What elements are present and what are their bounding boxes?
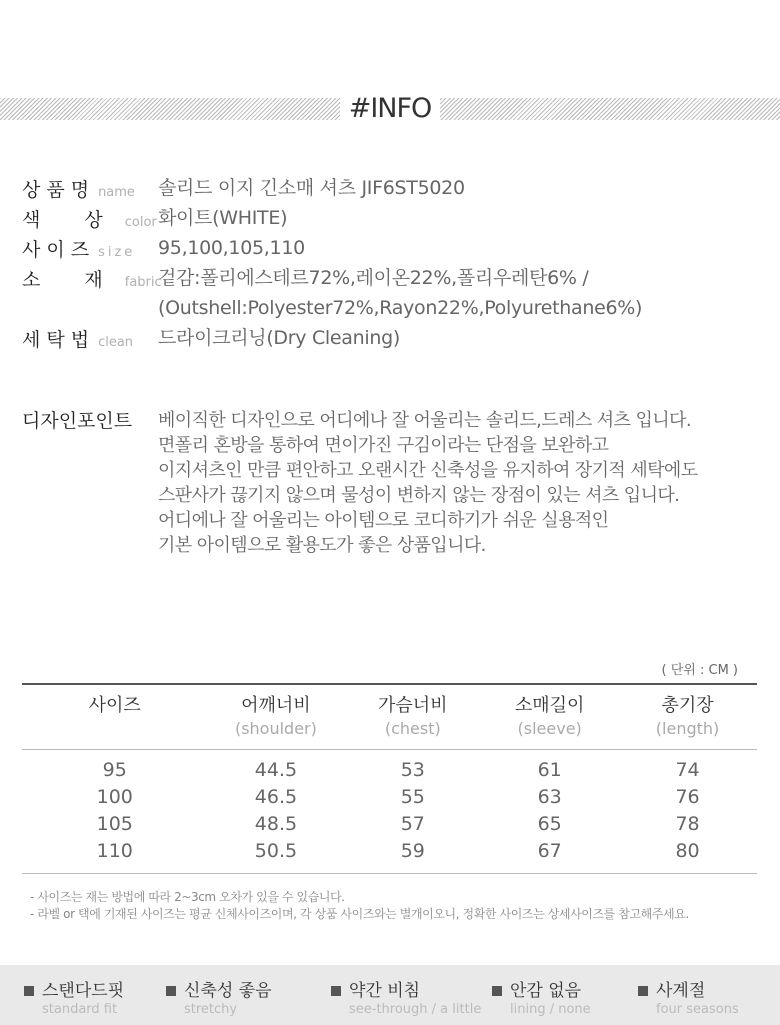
header-en: (sleeve) <box>517 719 582 738</box>
table-cell: 48.5 <box>254 813 298 835</box>
table-cell: 55 <box>400 786 425 808</box>
unit-label: ( 단위 : CM ) <box>661 663 738 678</box>
feature-label: 신축성 좋음 <box>184 981 272 1001</box>
spec-value: 95,100,105,110 <box>158 237 305 259</box>
table-cell: 61 <box>537 759 562 781</box>
feature-bar <box>0 965 780 1025</box>
size-table-body <box>22 750 757 874</box>
feature-label: 안감 없음 <box>510 981 582 1001</box>
header-cell <box>618 685 757 749</box>
table-cell: 44.5 <box>254 759 298 781</box>
note-line: - 라벨 or 택에 기재된 사이즈는 평균 신체사이즈이며, 각 상품 사이즈와는 별개이오니, 정확한 사이즈는 상세사이즈를 참고해주세요. <box>30 907 689 921</box>
spec-label: 상품명 <box>22 179 96 201</box>
header-cell <box>344 685 481 749</box>
table-row <box>22 784 757 811</box>
size-notes <box>30 889 689 923</box>
spec-row-color <box>22 205 762 235</box>
table-cell: 59 <box>400 840 425 862</box>
table-cell: 95 <box>102 759 127 781</box>
design-point-line: 어디에나 잘 어울리는 아이템으로 코디하기가 쉬운 실용적인 <box>158 510 609 531</box>
size-table-header <box>22 685 757 750</box>
header-ko: 총기장 <box>661 695 714 716</box>
spec-label: 색 상 <box>22 209 122 231</box>
design-point-line: 스판사가 끊기지 않으며 물성이 변하지 않는 장점이 있는 셔츠 입니다. <box>158 485 680 506</box>
spec-row-fabric <box>22 265 762 325</box>
table-row <box>22 838 757 865</box>
design-point-line: 베이직한 디자인으로 어디에나 잘 어울리는 솔리드,드레스 셔츠 입니다. <box>158 410 691 431</box>
table-cell: 57 <box>400 813 425 835</box>
design-point-line: 이지셔츠인 만큼 편안하고 오랜시간 신축성을 유지하여 장기적 세탁에도 <box>158 460 698 481</box>
spec-label-en: fabric <box>124 275 162 290</box>
design-point-text <box>158 408 698 558</box>
spec-label-en: clean <box>98 335 134 350</box>
table-cell: 67 <box>537 840 562 862</box>
table-cell: 105 <box>96 813 133 835</box>
design-point-line: 기본 아이템으로 활용도가 좋은 상품입니다. <box>158 535 486 556</box>
feature-label: 약간 비침 <box>349 981 421 1001</box>
spec-value-en: (Outshell:Polyester72%,Rayon22%,Polyurethane6%) <box>158 297 643 319</box>
table-cell: 78 <box>675 813 700 835</box>
table-cell: 100 <box>96 786 133 808</box>
feature-item <box>638 981 739 1018</box>
square-bullet-icon <box>166 986 176 996</box>
feature-item <box>331 981 481 1018</box>
feature-label-en: four seasons <box>656 1002 739 1017</box>
note-line: - 사이즈는 재는 방법에 따라 2~3cm 오차가 있을 수 있습니다. <box>30 890 345 904</box>
table-cell: 53 <box>400 759 425 781</box>
table-cell: 80 <box>675 840 700 862</box>
header-ko: 가슴너비 <box>378 695 448 716</box>
spec-value: 드라이크리닝(Dry Cleaning) <box>158 327 400 349</box>
spec-label: 사이즈 <box>22 239 96 261</box>
spec-row-name <box>22 175 762 205</box>
spec-label: 세탁법 <box>22 329 96 351</box>
header-cell <box>207 685 344 749</box>
spec-label-en: size <box>98 245 136 260</box>
spec-row-clean <box>22 325 762 355</box>
table-cell: 65 <box>537 813 562 835</box>
spec-row-size <box>22 235 762 265</box>
header-ko: 어깨너비 <box>241 695 311 716</box>
table-cell: 46.5 <box>254 786 298 808</box>
spec-label-en: color <box>124 215 157 230</box>
table-row <box>22 757 757 784</box>
feature-item <box>492 981 591 1018</box>
spec-list <box>22 175 762 355</box>
design-point-line: 면폴리 혼방을 통하여 면이가진 구김이라는 단점을 보완하고 <box>158 435 609 456</box>
spec-value: 솔리드 이지 긴소매 셔츠 JIF6ST5020 <box>158 177 465 199</box>
feature-item <box>24 981 124 1018</box>
square-bullet-icon <box>24 986 34 996</box>
spec-label: 소 재 <box>22 269 122 291</box>
square-bullet-icon <box>331 986 341 996</box>
table-cell: 76 <box>675 786 700 808</box>
header-en: (chest) <box>384 719 441 738</box>
table-cell: 110 <box>96 840 133 862</box>
feature-label-en: standard fit <box>42 1002 118 1017</box>
spec-value: 겉감:폴리에스테르72%,레이온22%,폴리우레탄6% / <box>158 267 589 289</box>
header-ko: 소매길이 <box>514 695 585 716</box>
feature-label: 스탠다드핏 <box>42 981 125 1001</box>
feature-item <box>166 981 272 1018</box>
spec-label-en: name <box>98 185 135 200</box>
spec-value: 화이트(WHITE) <box>158 207 288 229</box>
feature-label: 사계절 <box>656 981 706 1001</box>
table-row <box>22 811 757 838</box>
header-en: (length) <box>655 719 720 738</box>
header-en: (shoulder) <box>234 719 317 738</box>
square-bullet-icon <box>638 986 648 996</box>
feature-label-en: lining / none <box>510 1002 591 1017</box>
header-cell <box>481 685 618 749</box>
feature-label-en: stretchy <box>184 1002 238 1017</box>
design-point <box>22 408 698 558</box>
table-cell: 63 <box>537 786 562 808</box>
table-cell: 50.5 <box>254 840 298 862</box>
design-point-label: 디자인포인트 <box>22 410 133 432</box>
header-ko: 사이즈 <box>88 695 141 716</box>
info-title: #INFO <box>340 92 440 126</box>
table-cell: 74 <box>675 759 700 781</box>
feature-label-en: see-through / a little <box>349 1002 482 1017</box>
square-bullet-icon <box>492 986 502 996</box>
header-cell <box>22 685 207 749</box>
size-table <box>22 683 757 874</box>
